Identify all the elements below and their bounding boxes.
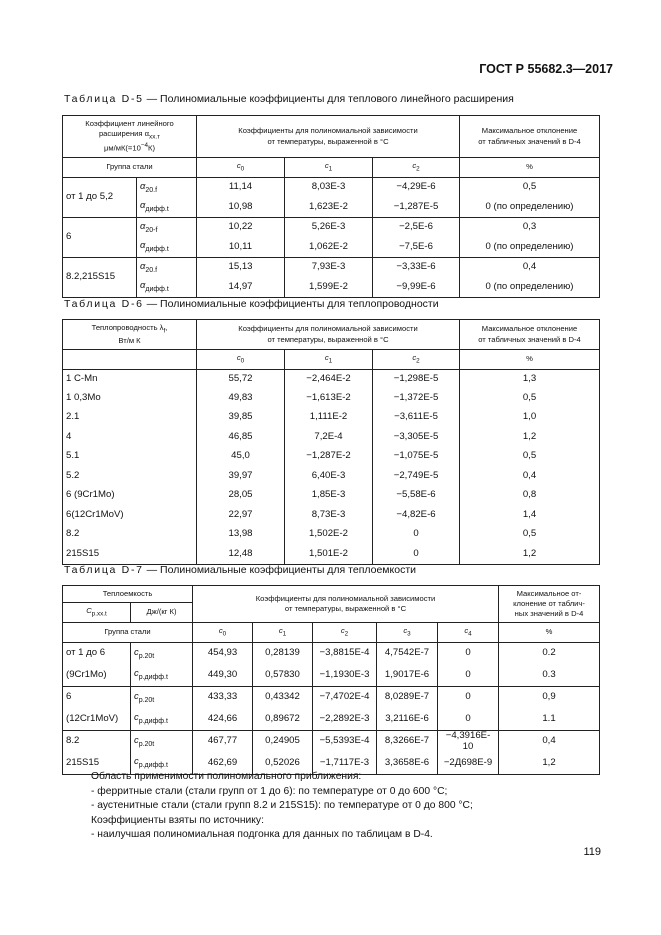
table-d6 <box>62 319 600 565</box>
t7-group-cell: 215S15 <box>63 753 131 775</box>
table-row: (9Cr1Mo) $c_{p.дифф.t}$ 449,30 0,57830 −1,1930E-3 1,9017E-6 0 0.3 <box>63 665 600 687</box>
t6-group-header <box>63 350 197 370</box>
table-row: 2.1 39,85 1,111E-2 −3,611E-5 1,0 <box>63 408 600 428</box>
t5-group-cell: 8.2,215S15 <box>63 258 137 298</box>
t5-group-cell: 6 <box>63 218 137 258</box>
table-row: (12Cr1MoV) $c_{p.дифф.t}$ 424,66 0,89672 −2,2892E-3 3,2116E-6 0 1.1 <box>63 709 600 731</box>
t5-cell: 0,4 <box>460 258 600 278</box>
table-d6-caption <box>64 298 439 310</box>
t7-group-cell: (9Cr1Mo) <box>63 665 131 687</box>
t6-param-header: Теплопроводность $\lambda_f$, Вт/м К <box>63 320 197 350</box>
table-row <box>63 198 600 218</box>
table-row: 1 С-Мn 55,72 −2,464E-2 −1,298E-5 1,3 <box>63 370 600 389</box>
table-d6-title: — Полиномиальные коэффициенты для теплопроводности <box>143 298 439 310</box>
t5-cell: −7,5E-6 <box>373 238 460 258</box>
t7-var-cell: $c_{p.20t}$ <box>131 643 193 665</box>
t7-group-cell: 6 <box>63 687 131 709</box>
t7-param-header: Теплоемкость <box>63 586 193 603</box>
t7-var-cell: $c_{p.дифф.t}$ <box>131 665 193 687</box>
note-line: - наилучшая полиномиальная подгонка для данных по таблицам в D-4. <box>91 829 433 841</box>
t5-var-cell: $\alpha_{дифф.t}$ <box>137 238 197 258</box>
t7-group-cell: (12Cr1MoV) <box>63 709 131 731</box>
t6-pct-header: % <box>460 350 600 370</box>
t6-dev-header: Максимальное отклонение от табличных значений в D-4 <box>460 320 600 350</box>
t5-cell: 14,97 <box>197 278 285 298</box>
table-row: 6 $c_{p.20t}$ 433,33 0,43342 −7,4702E-4 8,0289E-7 0 0,9 <box>63 687 600 709</box>
t5-var-cell: $\alpha_{20.f}$ <box>137 178 197 198</box>
t6-coef-header: Коэффициенты для полиномиальной зависимости от температуры, выраженной в °С <box>197 320 460 350</box>
table-row: 5.1 45,0 −1,287E-2 −1,075E-5 0,5 <box>63 447 600 467</box>
t7-c2-header: $c_2$ <box>313 623 377 643</box>
notes-block <box>91 770 473 843</box>
table-d7-caption <box>64 564 416 576</box>
document-code: ГОСТ Р 55682.3—2017 <box>479 62 613 76</box>
page-number: 119 <box>583 846 601 858</box>
t5-c0-header: $c_0$ <box>197 158 285 178</box>
t5-cell: 15,13 <box>197 258 285 278</box>
t7-var-cell: $c_{p.дифф.t}$ <box>131 753 193 775</box>
t5-cell: 10,98 <box>197 198 285 218</box>
table-row: 6(12Cr1MoV) 22,97 8,73E-3 −4,82E-6 1,4 <box>63 506 600 526</box>
table-row <box>63 178 600 198</box>
t5-cell: −1,287E-5 <box>373 198 460 218</box>
table-row: 8.2 $c_{p.20t}$ 467,77 0,24905 −5,5393E-4 8,3266E-7 −4,3916E-10 0,4 <box>63 731 600 753</box>
t5-cell: 1,062E-2 <box>285 238 373 258</box>
t7-unit-header: Дж/(кг К) <box>131 603 193 623</box>
t5-cell: −4,29E-6 <box>373 178 460 198</box>
table-d5 <box>62 115 600 298</box>
table-d7 <box>62 585 600 775</box>
t7-c3-header: $c_3$ <box>377 623 438 643</box>
t7-coef-header: Коэффициенты для полиномиальной зависимости от температуры, выраженной в °С <box>193 586 499 623</box>
t5-cell: 0 (по определению) <box>460 238 600 258</box>
table-row: 8.2 13,98 1,502E-2 0 0,5 <box>63 525 600 545</box>
t5-cell: 1,599E-2 <box>285 278 373 298</box>
t5-var-cell: $\alpha_{дифф.t}$ <box>137 198 197 218</box>
t5-c2-header: $c_2$ <box>373 158 460 178</box>
t5-param-header: Коэффициент линейного расширения $\alpha_{хх.т}$ $\mu м/мК(=10^{-4}К)$ <box>63 116 197 158</box>
t6-c0-header: $c_0$ <box>197 350 285 370</box>
t5-cell: 10,11 <box>197 238 285 258</box>
t5-cell: 0,3 <box>460 218 600 238</box>
t7-group-cell: 8.2 <box>63 731 131 753</box>
t5-group-cell: от 1 до 5,2 <box>63 178 137 218</box>
table-d5-label: Таблица D-5 <box>64 93 144 105</box>
t7-pct-header: % <box>499 623 600 643</box>
t5-cell: 8,03E-3 <box>285 178 373 198</box>
note-line: Область применимости полиномиального приближения: <box>91 771 362 782</box>
note-line: Коэффициенты взяты по источнику: <box>91 814 264 826</box>
t7-symbol-header: $C_{p.хх.t}$ <box>63 603 131 623</box>
table-row: 215S15 $c_{p.дифф.t}$ 462,69 0,52026 −1,7117E-3 3,3658E-6 −2Д698E-9 1,2 <box>63 753 600 775</box>
t5-cell: 0 (по определению) <box>460 198 600 218</box>
t5-group-header: Группа стали <box>63 158 197 178</box>
t5-var-cell: $\alpha_{20.f}$ <box>137 258 197 278</box>
t6-c2-header: $c_2$ <box>373 350 460 370</box>
table-row: 6 (9Cr1Mo) 28,05 1,85E-3 −5,58E-6 0,8 <box>63 486 600 506</box>
t5-var-cell: $\alpha_{дифф.t}$ <box>137 278 197 298</box>
t5-cell: 1,623E-2 <box>285 198 373 218</box>
t5-cell: −3,33E-6 <box>373 258 460 278</box>
t5-cell: 5,26E-3 <box>285 218 373 238</box>
t5-var-cell: $\alpha_{20-f}$ <box>137 218 197 238</box>
t5-dev-header: Максимальное отклонение от табличных значений в D-4 <box>460 116 600 158</box>
table-row: 215S15 12,48 1,501E-2 0 1,2 <box>63 545 600 565</box>
t7-var-cell: $c_{p.20t}$ <box>131 731 193 753</box>
table-d6-label: Таблица D-6 <box>64 298 144 310</box>
t5-c1-header: $c_1$ <box>285 158 373 178</box>
t7-c1-header: $c_1$ <box>253 623 313 643</box>
t5-cell: 7,93E-3 <box>285 258 373 278</box>
t5-cell: 10,22 <box>197 218 285 238</box>
t5-cell: −2,5E-6 <box>373 218 460 238</box>
t7-dev-header: Максимальное от- клонение от таблич- ных значений в D-4 <box>499 586 600 623</box>
t5-cell: −9,99E-6 <box>373 278 460 298</box>
t6-c1-header: $c_1$ <box>285 350 373 370</box>
note-line: - аустенитные стали (стали групп 8.2 и 215S15): по температуре от 0 до 800 °С; <box>91 800 473 812</box>
t7-var-cell: $c_{p.20t}$ <box>131 687 193 709</box>
table-d7-title: — Полиномиальные коэффициенты для теплоемкости <box>143 564 416 576</box>
t5-coef-header: Коэффициенты для полиномиальной зависимости от температуры, выраженной в °С <box>197 116 460 158</box>
t5-cell: 0 (по определению) <box>460 278 600 298</box>
table-row <box>63 258 600 278</box>
t7-c0-header: $c_0$ <box>193 623 253 643</box>
table-d7-label: Таблица D-7 <box>64 564 144 576</box>
t5-cell: 0,5 <box>460 178 600 198</box>
t5-cell: 11,14 <box>197 178 285 198</box>
t7-group-header: Группа стали <box>63 623 193 643</box>
t7-group-cell: от 1 до 6 <box>63 643 131 665</box>
table-d5-caption <box>64 93 514 105</box>
table-row <box>63 218 600 238</box>
table-row: 4 46,85 7,2E-4 −3,305E-5 1,2 <box>63 428 600 448</box>
table-row: 5.2 39,97 6,40E-3 −2,749E-5 0,4 <box>63 467 600 487</box>
t7-c4-header: $c_4$ <box>438 623 499 643</box>
t5-pct-header: % <box>460 158 600 178</box>
table-row <box>63 238 600 258</box>
table-d5-title: — Полиномиальные коэффициенты для теплового линейного расширения <box>143 93 514 105</box>
t7-var-cell: $c_{p.дифф.t}$ <box>131 709 193 731</box>
table-row: от 1 до 6 $c_{p.20t}$ 454,93 0,28139 −3,8815E-4 4,7542E-7 0 0.2 <box>63 643 600 665</box>
table-row <box>63 278 600 298</box>
table-row: 1 0,3Мо 49,83 −1,613E-2 −1,372E-5 0,5 <box>63 389 600 409</box>
note-line: - ферритные стали (стали групп от 1 до 6): по температуре от 0 до 600 °С; <box>91 785 448 797</box>
